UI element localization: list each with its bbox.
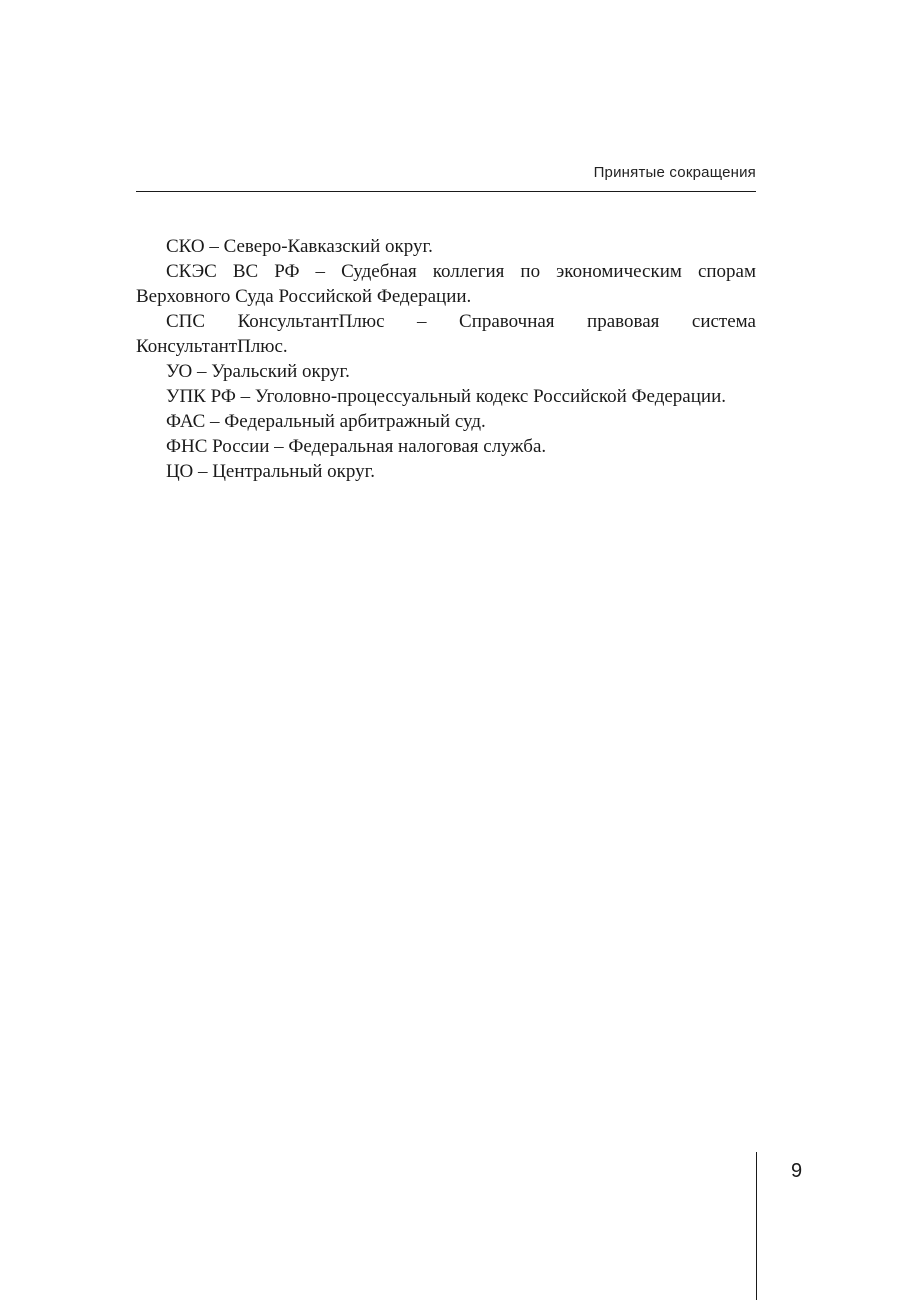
abbreviation-entry-sps-konsultantplus: СПС КонсультантПлюс – Справочная правовая система КонсультантПлюс. bbox=[136, 311, 756, 357]
abbreviation-entry-skes-vs-rf: СКЭС ВС РФ – Судебная коллегия по экономическим спорам Верховного Суда Российской Федерации. bbox=[136, 261, 756, 307]
abbreviation-entry-fns-rossii: ФНС России – Федеральная налоговая служба. bbox=[166, 436, 547, 457]
page-number: 9 bbox=[791, 1160, 803, 1182]
abbreviations-list bbox=[136, 234, 756, 484]
abbreviation-entry-tso: ЦО – Центральный округ. bbox=[166, 461, 376, 482]
running-header-title: Принятые сокращения bbox=[593, 164, 756, 181]
page-number-rule bbox=[756, 1152, 757, 1300]
abbreviation-entry-fas: ФАС – Федеральный арбитражный суд. bbox=[166, 411, 486, 432]
abbreviation-entry-sko: СКО – Северо-Кавказский округ. bbox=[166, 236, 433, 257]
abbreviation-entry-uo: УО – Уральский округ. bbox=[166, 361, 350, 382]
running-header bbox=[136, 162, 756, 192]
abbreviation-entry-upk-rf: УПК РФ – Уголовно-процессуальный кодекс Российской Федерации. bbox=[166, 386, 726, 407]
